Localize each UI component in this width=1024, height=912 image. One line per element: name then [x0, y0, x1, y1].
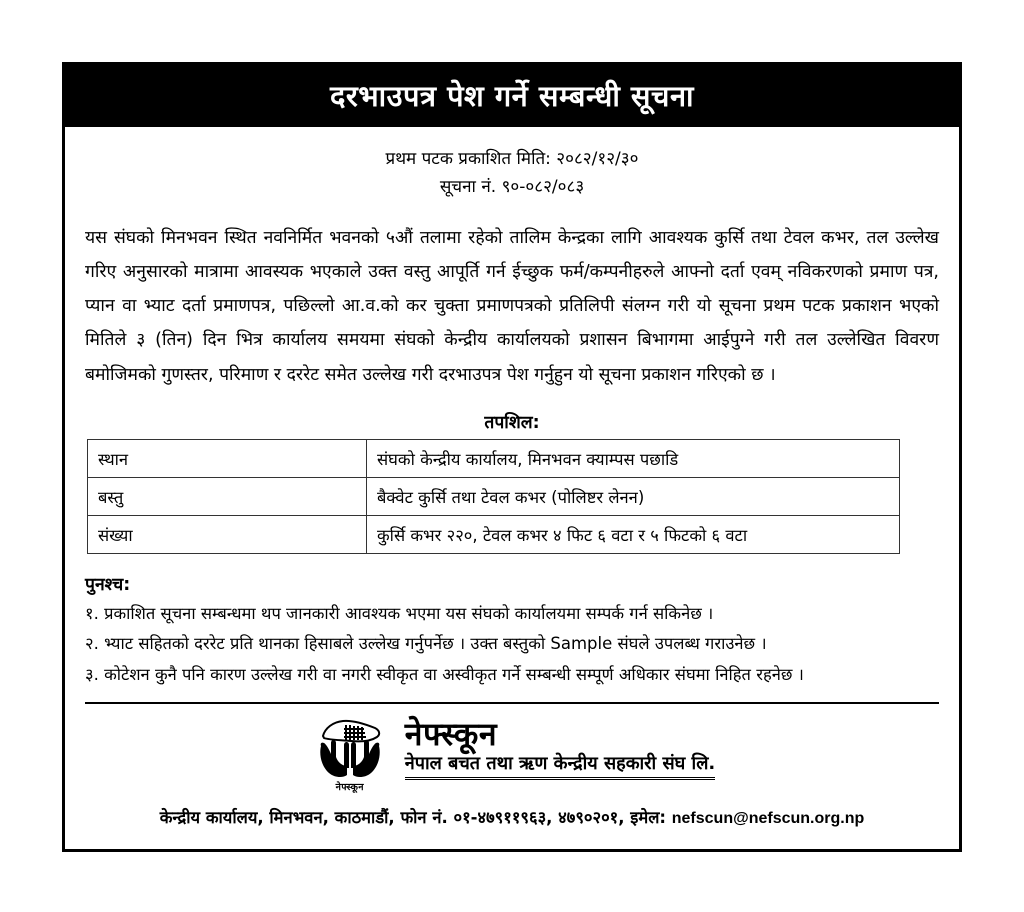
- footer-divider: [85, 702, 939, 704]
- page-title: दरभाउपत्र पेश गर्ने सम्बन्धी सूचना: [329, 78, 695, 113]
- hands-holding-nepal-map-icon: [313, 716, 387, 782]
- organization-subtitle: नेपाल बचत तथा ऋण केन्द्रीय सहकारी संघ लि.: [405, 753, 716, 781]
- schedule-value-location: संघको केन्द्रीय कार्यालय, मिनभवन क्याम्पस पछाडि: [367, 439, 900, 477]
- footer-contact-line: [83, 805, 941, 830]
- list-item: ३. कोटेशन कुनै पनि कारण उल्लेख गरी वा नगरी स्वीकृत वा अस्वीकृत गर्ने सम्बन्धी सम्पूर्ण अधिकार संघमा निहित रहनेछ ।: [85, 664, 804, 684]
- notice-meta: [83, 145, 941, 201]
- schedule-value-item: बैक्वेट कुर्सि तथा टेवल कभर (पोलिष्टर लेनन): [367, 477, 900, 515]
- logo-caption: नेफ्स्कून: [335, 782, 364, 794]
- postscript-heading: पुनश्च:: [85, 574, 131, 595]
- list-item: २. भ्याट सहितको दररेट प्रति थानका हिसाबले उल्लेख गर्नुपर्नेछ । उक्त बस्तुको Sample संघले उपलब्ध गराउनेछ ।: [85, 634, 767, 654]
- schedule-title: तपशिल:: [484, 412, 540, 433]
- schedule-label-item: बस्तु: [88, 477, 367, 515]
- notice-title-band: [65, 65, 959, 127]
- footer-email[interactable]: nefscun@nefscun.org.np: [671, 809, 865, 827]
- notice-content: [65, 145, 959, 830]
- notice-body-paragraph: यस संघको मिनभवन स्थित नवनिर्मित भवनको ५औं तलामा रहेको तालिम केन्द्रका लागि आवश्यक कुर्सि तथा टेवल कभर, तल उल्लेख गरिए अनुसारको मात्रामा आवस्यक भएकाले उक्त वस्तु आपूर्ति गर्न ईच्छुक फर्म/कम्पनीहरुले आफ्नो दर्ता एवम् नविकरणको प्रमाण पत्र, प्यान वा भ्याट दर्ता प्रमाणपत्र, पछिल्लो आ.व.को कर चुक्ता प्रमाणपत्रको प्रतिलिपी संलग्न गरी यो सूचना प्रथम पटक प्रकाशन भएको मितिले ३ (तिन) दिन भित्र कार्यालय समयमा संघको केन्द्रीय कार्यालयको प्रशासन बिभागमा आईपुग्ने गरी तल उल्लेखित विवरण बमोजिमको गुणस्तर, परिमाण र दररेट समेत उल्लेख गरी दरभाउपत्र पेश गर्नुहुन यो सूचना प्रकाशन गरिएको छ ।: [85, 228, 939, 385]
- footer-address-phone: केन्द्रीय कार्यालय, मिनभवन, काठमाडौं, फोन नं. ०१-४७९११९६३, ४७९०२०१, इमेल:: [159, 807, 672, 827]
- postscript-block: [83, 572, 941, 691]
- brand-text-block: [405, 716, 716, 780]
- organization-branding: [83, 716, 941, 793]
- table-row: [88, 439, 900, 477]
- schedule-label-location: स्थान: [88, 439, 367, 477]
- table-row: [88, 477, 900, 515]
- list-item: १. प्रकाशित सूचना सम्बन्धमा थप जानकारी आवश्यक भएमा यस संघको कार्यालयमा सम्पर्क गर्न सकिनेछ ।: [85, 603, 714, 623]
- organization-name: नेफ्स्कून: [404, 715, 498, 754]
- table-row: [88, 515, 900, 553]
- notice-document: [62, 62, 962, 852]
- schedule-label-quantity: संख्या: [88, 515, 367, 553]
- notice-number: सूचना नं. ९०-०८२/०८३: [439, 177, 585, 198]
- published-date: प्रथम पटक प्रकाशित मिति: २०८२/१२/३०: [385, 149, 639, 169]
- schedule-value-quantity: कुर्सि कभर २२०, टेवल कभर ४ फिट ६ वटा र ५ फिटको ६ वटा: [367, 515, 900, 553]
- nefscun-logo: [309, 716, 391, 793]
- schedule-table: [87, 439, 900, 554]
